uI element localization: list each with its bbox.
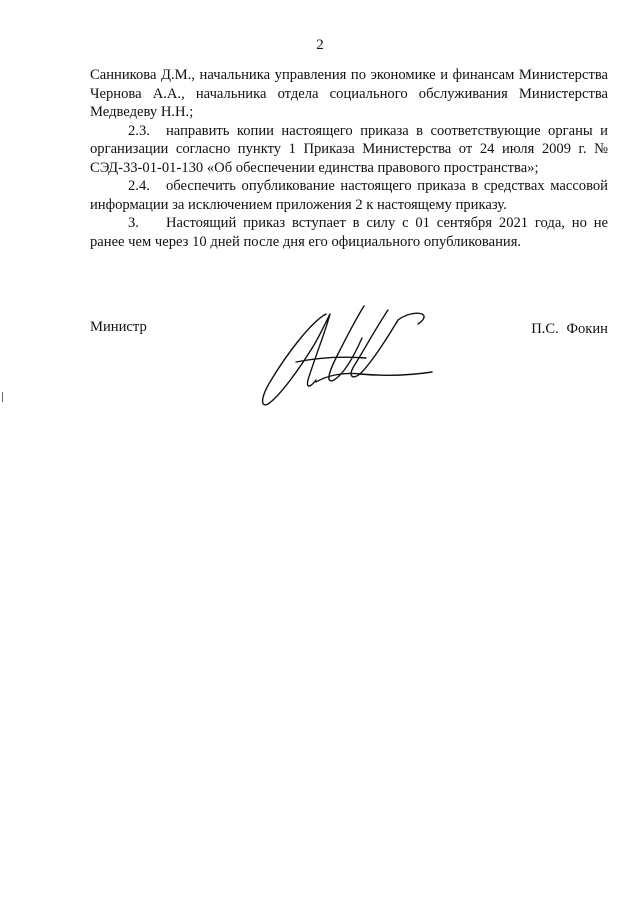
paragraph-number: 3. — [128, 215, 139, 231]
paragraph-text: Санникова Д.М., начальника управления по экономике и финансам Министерства Чернова А.А., начальника отдела социального обслуживания Министерства Медведеву Н.Н.; — [90, 67, 608, 120]
paragraph-number: 2.4. — [128, 178, 150, 194]
paragraph-2-3 — [90, 122, 608, 178]
paragraph-continuation — [90, 66, 608, 122]
page-number: 2 — [316, 37, 324, 53]
signature-block — [0, 300, 640, 420]
paragraph-2-4 — [90, 177, 608, 214]
signer-name: П.С. Фокин — [531, 321, 608, 337]
paragraph-text: направить копии настоящего приказа в соответствующие органы и организации согласно пункту 1 Приказа Министерства от 24 июля 2009 г. № СЭД-33-01-01-130 «Об обеспечении единства правового пространства»; — [90, 122, 608, 176]
scan-margin-mark — [2, 392, 3, 402]
paragraph-text: обеспечить опубликование настоящего приказа в средствах массовой информации за исключением приложения 2 к настоящему приказу. — [90, 178, 608, 213]
paragraph-number: 2.3. — [128, 122, 150, 139]
document-body — [90, 66, 608, 251]
paragraph-text: Настоящий приказ вступает в силу с 01 сентября 2021 года, но не ранее чем через 10 дней после дня его официального опубликования. — [90, 215, 608, 250]
signer-title: Министр — [90, 319, 147, 335]
handwritten-signature — [256, 300, 446, 415]
paragraph-3 — [90, 214, 608, 251]
